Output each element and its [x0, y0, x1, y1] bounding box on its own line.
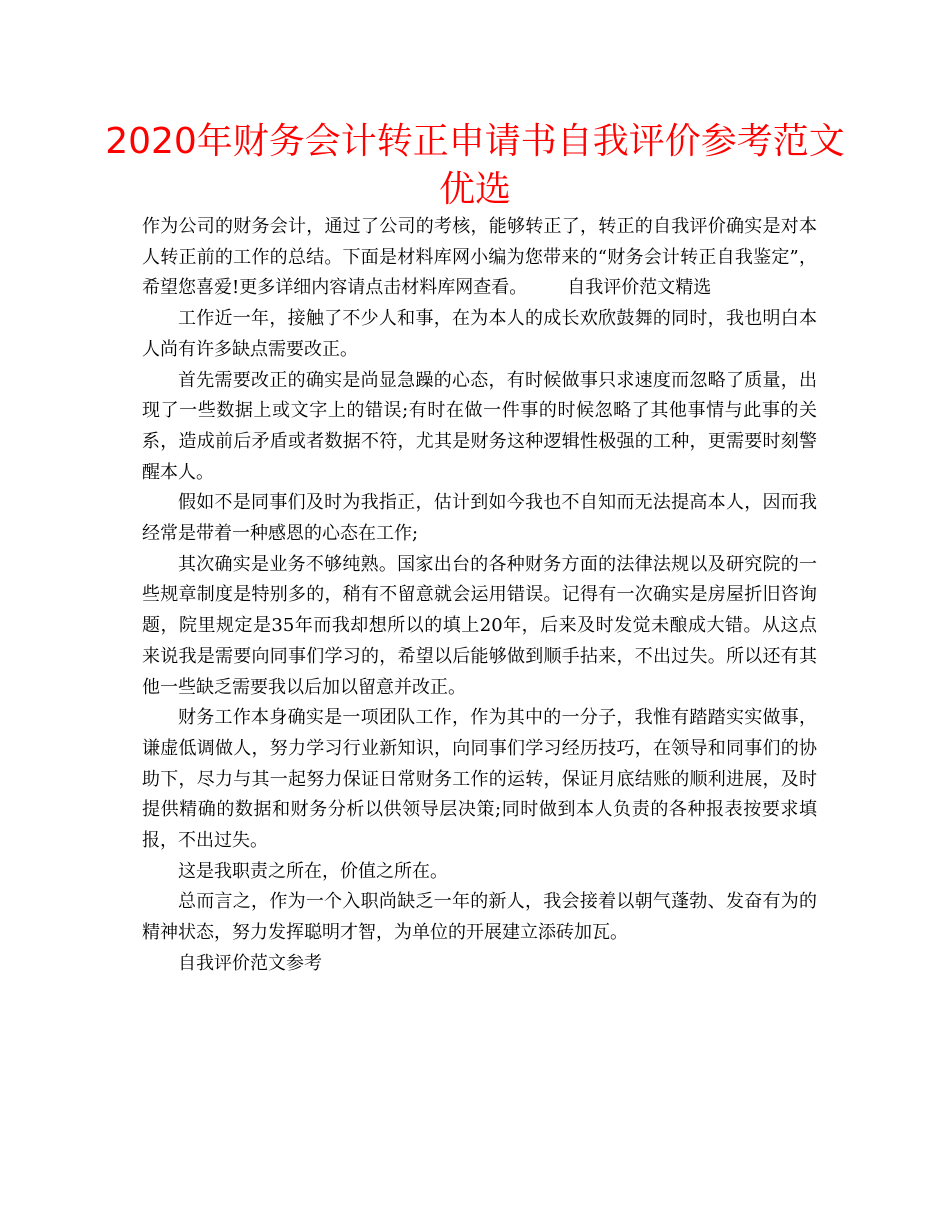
body-paragraph: 工作近一年，接触了不少人和事，在为本人的成长欢欣鼓舞的同时，我也明白本人尚有许多缺点需要改正。	[142, 308, 817, 360]
body-paragraph: 总而言之，作为一个入职尚缺乏一年的新人，我会接着以朝气蓬勃、发奋有为的精神状态，努力发挥聪明才智，为单位的开展建立添砖加瓦。	[142, 891, 817, 944]
body-paragraph: 假如不是同事们及时为我指正，估计到如今我也不自知而无法提高本人，因而我经常是带着一种感恩的心态在工作;	[142, 492, 817, 545]
intro-paragraph	[142, 212, 817, 304]
intro-text: 作为公司的财务会计，通过了公司的考核，能够转正了，转正的自我评价确实是对本人转正前的工作的总结。下面是材料库网小编为您带来的“财务会计转正自我鉴定”，希望您喜爱!更多详细内容请点击材料库网查看。	[142, 216, 817, 299]
section-heading: 自我评价范文参考	[178, 952, 322, 974]
document-body	[142, 212, 817, 980]
body-paragraph: 财务工作本身确实是一项团队工作，作为其中的一分子，我惟有踏踏实实做事，谦虚低调做人，努力学习行业新知识，向同事们学习经历技巧，在领导和同事们的协助下，尽力与其一起努力保证日常财务工作的运转，保证月底结账的顺利进展，及时提供精确的数据和财务分析以供领导层决策;同时做到本人负责的各种报表按要求填报，不出过失。	[142, 707, 817, 852]
body-paragraph: 其次确实是业务不够纯熟。国家出台的各种财务方面的法律法规以及研究院的一些规章制度是特别多的，稍有不留意就会运用错误。记得有一次确实是房屋折旧咨询题，院里规定是35年而我却想所以的填上20年，后来及时发觉未酿成大错。从这点来说我是需要向同事们学习的，希望以后能够做到顺手拈来，不出过失。所以还有其他一些缺乏需要我以后加以留意并改正。	[142, 553, 817, 698]
body-paragraph: 首先需要改正的确实是尚显急躁的心态，有时候做事只求速度而忽略了质量，出现了一些数据上或文字上的错误;有时在做一件事的时候忽略了其他事情与此事的关系，造成前后矛盾或者数据不符，尤其是财务这种逻辑性极强的工种，更需要时刻警醒本人。	[142, 369, 817, 483]
intro-subheading: 自我评价范文精选	[567, 277, 712, 299]
document-title: 2020年财务会计转正申请书自我评价参考范文优选	[105, 121, 845, 210]
body-paragraph: 这是我职责之所在，价值之所在。	[178, 860, 448, 882]
